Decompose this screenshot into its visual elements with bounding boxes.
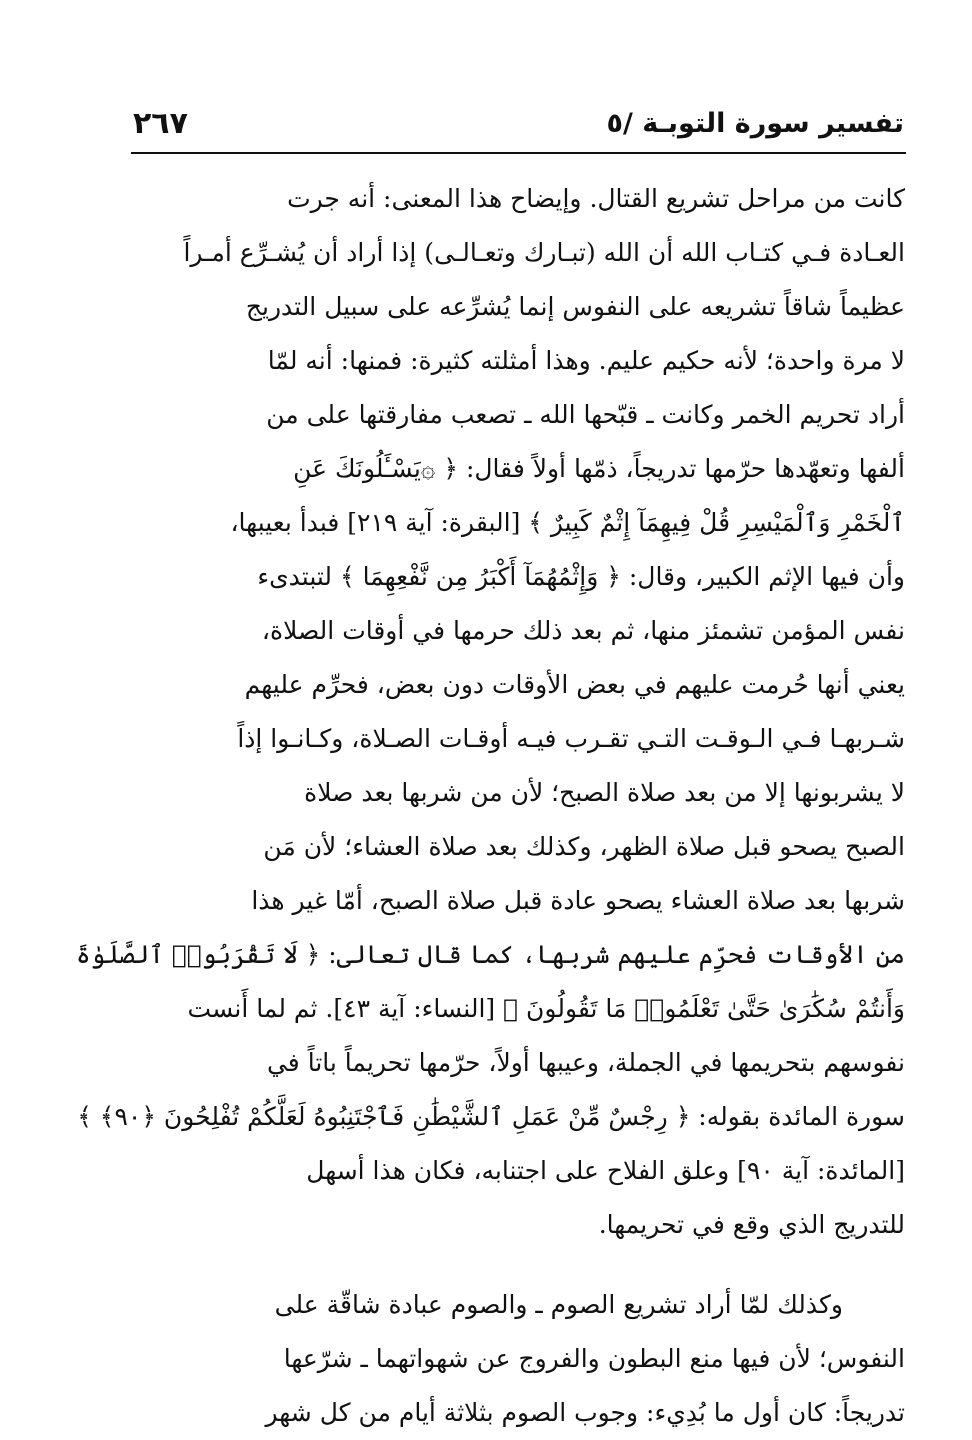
page-header [131,104,906,154]
paragraph-2 [131,1278,905,1440]
text-line: لا مرة واحدة؛ لأنه حكيم عليم. وهذا أمثلته كثيرة: فمنها: أنه لمّا [267,346,905,375]
text-line: ٱلْخَمْرِ وَٱلْمَيْسِرِ قُلْ فِيهِمَآ إِثْمٌ كَبِيرٌ ﴾ [البقرة: آية ٢١٩] فبدأ بعيبها، [230,508,905,537]
text-line: يعني أنها حُرمت عليهم في بعض الأوقات دون بعض، فحرِّم عليهم [244,670,905,699]
text-line: أراد تحريم الخمر وكانت ـ قبّحها الله ـ تصعب مفارقتها على من [266,400,905,429]
running-title: تفسير سورة التوبـة /٥ [606,108,904,139]
text-line: تدريجاً: كان أول ما بُدِيء: وجوب الصوم بثلاثة أيام من كل شهر [265,1398,905,1427]
page-number: ٢٦٧ [133,106,188,141]
paragraph-gap [131,1252,905,1278]
text-line: نفس المؤمن تشمئز منها، ثم بعد ذلك حرمها في أوقات الصلاة، [261,616,905,645]
text-line: [المائدة: آية ٩٠] وعلق الفلاح على اجتنابه، فكان هذا أسهل [306,1156,905,1185]
text-line: من الأوقات فحرِّم عليهم شربها، كما قال تعالى: ﴿ لَا تَقْرَبُوا۟ ٱلصَّلَوٰةَ [76,940,905,969]
text-line: شـربهـا فـي الـوقـت التـي تقـرب فيـه أوقـات الصـلاة، وكـانـوا إذاً [237,724,905,753]
text-line: سورة المائدة بقوله: ﴿ رِجْسٌ مِّنْ عَمَلِ ٱلشَّيْطَٰنِ فَٱجْتَنِبُوهُ لَعَلَّكُمْ تُفْلِحُونَ ﴿٩٠﴾ ﴾ [77,1102,905,1131]
text-line: ألفها وتعهّدها حرّمها تدريجاً، ذمّها أولاً فقال: ﴿ ۞يَسْـَٔلُونَكَ عَنِ [293,454,905,483]
body-text [76,172,905,1440]
text-line: وكذلك لمّا أراد تشريع الصوم ـ والصوم عبادة شاقّة على [274,1290,843,1319]
paragraph-1 [76,172,905,1252]
text-line: وَأَنتُمْ سُكَٰرَىٰ حَتَّىٰ تَعْلَمُوا۟ مَا تَقُولُونَ ﴾ [النساء: آية ٤٣]. ثم لما أَنست [187,994,905,1023]
text-line: وأن فيها الإثم الكبير، وقال: ﴿ وَإِثْمُهُمَآ أَكْبَرُ مِن نَّفْعِهِمَا ﴾ لتبتدىء [257,562,905,591]
text-line: الصبح يصحو قبل صلاة الظهر، وكذلك بعد صلاة العشاء؛ لأن مَن [263,832,905,861]
text-line: شربها بعد صلاة العشاء يصحو عادة قبل صلاة الصبح، أمّا غير هذا [251,886,905,915]
text-line: كانت من مراحل تشريع القتال. وإيضاح هذا المعنى: أنه جرت [287,184,905,213]
text-line: النفوس؛ لأن فيها منع البطون والفروج عن شهواتهما ـ شرّعها [283,1344,905,1373]
text-line: نفوسهم بتحريمها في الجملة، وعيبها أولاً، حرّمها تحريماً باتاً في [266,1048,905,1077]
text-line: لا يشربونها إلا من بعد صلاة الصبح؛ لأن من شربها بعد صلاة [304,778,905,807]
text-line: عظيماً شاقاً تشريعه على النفوس إنما يُشرِّعه على سبيل التدريج [245,292,905,321]
text-line: العـادة فـي كتـاب الله أن الله (تبـارك وتعـالـى) إذا أراد أن يُشـرِّع أمـراً [183,238,905,267]
text-line: للتدريج الذي وقع في تحريمها. [598,1210,905,1239]
